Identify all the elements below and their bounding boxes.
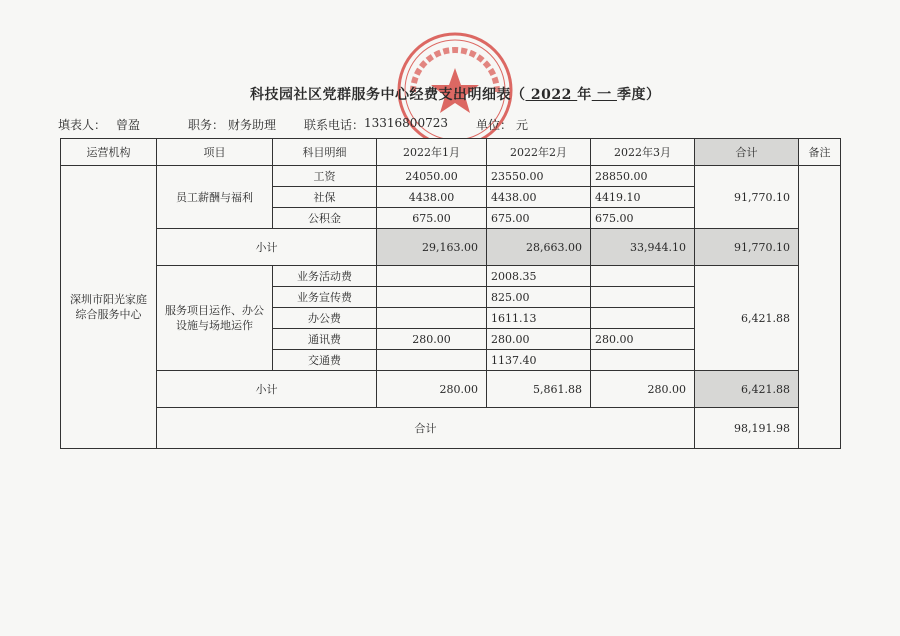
item-cell: 通讯费 xyxy=(273,329,377,350)
table-header-row xyxy=(61,139,841,166)
subtotal-label: 小计 xyxy=(157,371,377,408)
title-prefix: 科技园社区党群服务中心经费支出明细表（ xyxy=(250,87,526,103)
position-value: 财务助理 xyxy=(228,118,277,132)
header-cell: 科目明细 xyxy=(273,139,377,166)
value-cell xyxy=(591,308,695,329)
group-label-cell: 员工薪酬与福利 xyxy=(157,166,273,229)
value-cell: 4438.00 xyxy=(487,187,591,208)
value-cell: 675.00 xyxy=(487,208,591,229)
value-cell xyxy=(377,350,487,371)
subtotal-total: 6,421.88 xyxy=(695,371,799,408)
item-cell: 工资 xyxy=(273,166,377,187)
header-cell: 运营机构 xyxy=(61,139,157,166)
filler-name: 曾盈 xyxy=(116,118,141,132)
phone-value: 13316800723 xyxy=(364,116,448,130)
subtotal-row xyxy=(61,371,841,408)
org-name-cell: 深圳市阳光家庭综合服务中心 xyxy=(61,166,157,449)
subtotal-value: 29,163.00 xyxy=(377,229,487,266)
unit-label: 单位： xyxy=(476,118,513,132)
subtotal-value: 280.00 xyxy=(591,371,695,408)
value-cell: 280.00 xyxy=(487,329,591,350)
group-total-cell: 91,770.10 xyxy=(695,166,799,229)
position-label: 职务： xyxy=(188,118,225,132)
grand-total-label: 合计 xyxy=(157,408,695,449)
item-cell: 业务活动费 xyxy=(273,266,377,287)
value-cell: 675.00 xyxy=(591,208,695,229)
value-cell xyxy=(591,287,695,308)
title-year: 2022 xyxy=(525,87,578,103)
group-total-cell: 6,421.88 xyxy=(695,266,799,371)
subtotal-value: 280.00 xyxy=(377,371,487,408)
subtotal-row xyxy=(61,229,841,266)
page-title xyxy=(250,84,750,104)
value-cell: 825.00 xyxy=(487,287,591,308)
title-quarter: 一 xyxy=(591,87,617,103)
value-cell: 280.00 xyxy=(591,329,695,350)
value-cell xyxy=(377,266,487,287)
value-cell: 1137.40 xyxy=(487,350,591,371)
value-cell xyxy=(591,266,695,287)
remarks-cell xyxy=(799,166,841,449)
value-cell xyxy=(377,308,487,329)
subtotal-value: 28,663.00 xyxy=(487,229,591,266)
item-cell: 交通费 xyxy=(273,350,377,371)
value-cell: 2008.35 xyxy=(487,266,591,287)
subtotal-value: 5,861.88 xyxy=(487,371,591,408)
value-cell: 4419.10 xyxy=(591,187,695,208)
grand-total-value: 98,191.98 xyxy=(695,408,799,449)
group-label-cell: 服务项目运作、办公设施与场地运作 xyxy=(157,266,273,371)
table-row xyxy=(61,266,841,287)
expense-table xyxy=(60,138,841,449)
value-cell: 28850.00 xyxy=(591,166,695,187)
value-cell xyxy=(591,350,695,371)
unit-value: 元 xyxy=(516,118,529,132)
title-year-word: 年 xyxy=(577,87,592,103)
filler-label: 填表人： xyxy=(58,118,107,132)
value-cell: 280.00 xyxy=(377,329,487,350)
header-cell: 合计 xyxy=(695,139,799,166)
title-suffix: 季度） xyxy=(616,87,661,103)
table-row xyxy=(61,166,841,187)
value-cell xyxy=(377,287,487,308)
header-cell: 2022年3月 xyxy=(591,139,695,166)
value-cell: 675.00 xyxy=(377,208,487,229)
header-cell: 2022年2月 xyxy=(487,139,591,166)
item-cell: 业务宣传费 xyxy=(273,287,377,308)
value-cell: 24050.00 xyxy=(377,166,487,187)
phone-label: 联系电话： xyxy=(304,118,365,132)
header-cell: 项目 xyxy=(157,139,273,166)
value-cell: 23550.00 xyxy=(487,166,591,187)
grand-total-row xyxy=(61,408,841,449)
subtotal-value: 33,944.10 xyxy=(591,229,695,266)
item-cell: 社保 xyxy=(273,187,377,208)
subtotal-total: 91,770.10 xyxy=(695,229,799,266)
header-cell: 2022年1月 xyxy=(377,139,487,166)
value-cell: 1611.13 xyxy=(487,308,591,329)
item-cell: 办公费 xyxy=(273,308,377,329)
header-cell: 备注 xyxy=(799,139,841,166)
form-meta xyxy=(58,116,658,136)
value-cell: 4438.00 xyxy=(377,187,487,208)
subtotal-label: 小计 xyxy=(157,229,377,266)
item-cell: 公积金 xyxy=(273,208,377,229)
